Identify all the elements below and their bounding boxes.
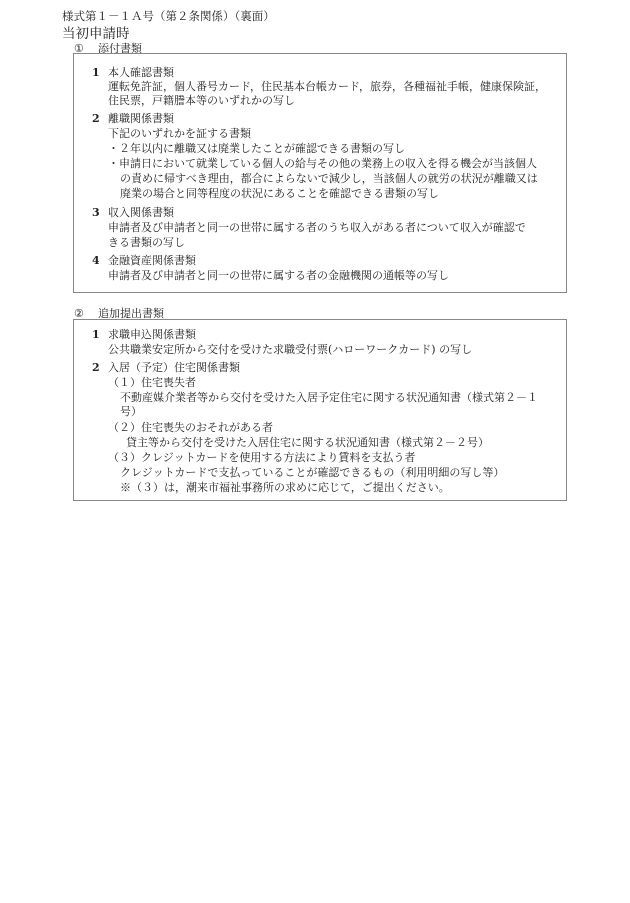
item-number: 2 — [92, 112, 100, 125]
item-title-housing: 入居（予定）住宅関係書類 — [108, 361, 240, 374]
item-title-income: 収入関係書類 — [108, 206, 174, 219]
page-title: 当初申請時 — [62, 26, 130, 42]
subitem-label: （３）クレジットカードを使用する方法により賃料を支払う者 — [108, 451, 416, 464]
item-number: 1 — [92, 66, 100, 79]
item-title-separation: 離職関係書類 — [108, 112, 174, 125]
item-text: 運転免許証，個人番号カード，住民基本台帳カード，旅券，各種福祉手帳，健康保険証， — [108, 80, 547, 93]
item-text: 廃業の場合と同等程度の状況にあることを確認できる書類の写し — [120, 187, 439, 200]
subitem-text: 不動産媒介業者等から交付を受けた入居予定住宅に関する状況通知書（様式第２－１ — [120, 391, 538, 404]
item-number: 3 — [92, 206, 100, 219]
subitem-text: 貸主等から交付を受けた入居住宅に関する状況通知書（様式第２－２号） — [126, 436, 489, 449]
subitem-label: （１）住宅喪失者 — [108, 376, 196, 389]
section-marker: ② — [74, 307, 84, 320]
section-title: 追加提出書類 — [98, 307, 164, 320]
section-title: 添付書類 — [98, 42, 142, 55]
item-text: 公共職業安定所から交付を受けた求職受付票(ハローワークカード) の写し — [108, 343, 473, 356]
item-number: 4 — [92, 254, 100, 267]
item-text: きる書類の写し — [108, 236, 185, 249]
item-number: 1 — [92, 328, 100, 341]
subitem-label: （２）住宅喪失のおそれがある者 — [108, 421, 273, 434]
item-text: 下記のいずれかを証する書類 — [108, 127, 251, 140]
subitem-text: クレジットカードで支払っていることが確認できるもの（利用明細の写し等） — [120, 466, 505, 479]
form-number: 様式第１－１Ａ号（第２条関係）（裏面） — [62, 9, 275, 23]
item-title-job-application: 求職申込関係書類 — [108, 328, 196, 341]
item-text: の責めに帰すべき理由，都合によらないで減少し，当該個人の就労の状況が離職又は — [120, 172, 538, 185]
item-number: 2 — [92, 361, 100, 374]
item-text: 申請者及び申請者と同一の世帯に属する者のうち収入がある者について収入が確認で — [108, 221, 526, 234]
note-text: ※（３）は，潮来市福祉事務所の求めに応じて，ご提出ください。 — [120, 481, 450, 494]
item-bullet: ・申請日において就業している個人の給与その他の業務上の収入を得る機会が当該個人 — [108, 157, 537, 170]
item-bullet: ・２年以内に離職又は廃業したことが確認できる書類の写し — [108, 142, 405, 155]
item-title-identity: 本人確認書類 — [108, 66, 174, 79]
item-title-financial: 金融資産関係書類 — [108, 254, 196, 267]
subitem-text: 号） — [120, 405, 142, 418]
section-marker: ① — [74, 42, 84, 55]
item-text: 住民票，戸籍謄本等のいずれかの写し — [108, 94, 295, 107]
item-text: 申請者及び申請者と同一の世帯に属する者の金融機関の通帳等の写し — [108, 269, 449, 282]
